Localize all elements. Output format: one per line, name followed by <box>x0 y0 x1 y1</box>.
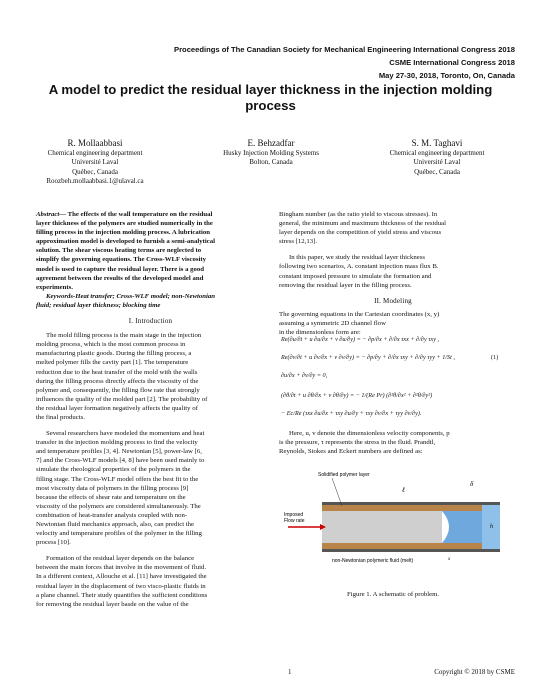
solidified-layer-bottom <box>322 543 482 549</box>
text-line: Formation of the residual layer depends on the balance <box>46 555 195 563</box>
text-line: Here, u, v denote the dimensionless velocity components, p <box>289 430 450 437</box>
text-line: In this paper, we study the residual layer thickness <box>289 254 426 262</box>
text-line: The governing equations in the Cartesian coordinates (x, y) <box>279 310 440 318</box>
abstract-line: agreement between the results of the developed model and <box>36 274 204 282</box>
bottom-wall <box>322 549 500 552</box>
author-org: Université Laval <box>71 158 119 167</box>
paper-title <box>40 82 501 114</box>
section-heading-introduction: I. Introduction <box>128 317 173 326</box>
text-line: for removing the residual layer basde on the value of the <box>36 600 189 608</box>
text-line: most viscosity data of polymers in the filling process [9] <box>36 484 189 492</box>
conference-line-1: Proceedings of The Canadian Society for Mechanical Engineering International Congress 2018 <box>174 45 515 54</box>
intro-paragraph-2-body <box>36 438 265 547</box>
intro-paragraph-3 <box>36 554 265 563</box>
text-line: during the filling process directly affects the viscosity of the <box>36 377 199 385</box>
author-email: Roozbeh.mollaabbasi.1@ulaval.ca <box>46 176 144 185</box>
text-line: a plane channel. Their study quantifies the sufficient conditions <box>36 591 208 599</box>
keywords-cont: fluid; residual layer thickness; blocking time <box>36 301 161 309</box>
abstract-line: The effects of the wall temperature on the residual <box>66 211 213 218</box>
figure-caption: Figure 1. A schematic of problem. <box>346 591 440 598</box>
author-dept: Husky Injection Molding Systems <box>223 149 319 157</box>
text-line: In a different context, Allouche et al. [11] have investigated the <box>36 573 207 581</box>
page-number: 1 <box>288 668 292 676</box>
text-line: removing the residual layer in the filling process. <box>279 281 412 289</box>
keywords-line: Keywords-Heat transfer; Cross-WLF model; non-Newtonian <box>46 292 216 300</box>
text-line: The mold filling process is the main stage in the injection <box>46 332 202 340</box>
figure-schematic <box>284 462 506 580</box>
text-line: simulate the rheological properties of the polymers in the <box>36 466 191 474</box>
text-line: stress [12,13]. <box>279 238 318 246</box>
author-org: Bolton, Canada <box>249 158 293 167</box>
text-line: filling stage. The Cross-WLF model offers the best fit to the <box>36 475 199 483</box>
abstract-line: experiments. <box>36 283 73 291</box>
text-line: the residual layer formation negatively affects the quality of <box>36 404 198 412</box>
text-line: process [10]. <box>36 539 71 547</box>
text-line: Bingham number (as the ratio yield to viscous stresses). In <box>279 211 438 218</box>
text-line: following two scenarios, A. constant injection mass flux B. <box>279 263 439 271</box>
label-imposed: Imposed <box>284 512 304 518</box>
right-paragraph-1 <box>279 210 507 246</box>
text-line: 7] and the Cross-WLF models [4, 8] have been used mainly to <box>36 457 205 465</box>
text-line: general, the minimum and maximum thickness of the residual <box>279 220 447 228</box>
solidified-layer-top <box>322 505 482 511</box>
text-line: manufacturing plastic goods. During the filling process, a <box>36 350 192 358</box>
right-paragraph-2 <box>279 253 507 289</box>
text-line: between the main forces that involve in the movement of fluid. <box>36 564 207 572</box>
polymer-melt <box>322 511 442 543</box>
label-flowrate: Flow rate <box>284 518 305 524</box>
text-line: combination of heat-transfer analysis coupled with non- <box>36 511 188 519</box>
text-line: melted polymer fills the cavity part [1]. The temperature <box>36 359 189 367</box>
text-line: because the effects of shear rate and temperature on the <box>36 493 186 501</box>
text-line: assuming a symmetric 2D channel flow <box>279 319 387 327</box>
label-delta: δ <box>470 480 474 488</box>
abstract-line: model is used to capture the residual layer. There is a good <box>36 265 205 273</box>
intro-paragraph-2 <box>36 429 265 438</box>
copyright: Copyright © 2018 by CSME <box>434 668 515 676</box>
author-name: S. M. Taghavi <box>411 138 463 148</box>
text-line: transfer in the injection molding process to find the velocity <box>36 439 198 447</box>
author-dept: Chemical engineering department <box>389 149 485 157</box>
label-melt: non-Newtonian polymeric fluid (melt) <box>332 558 414 564</box>
label-l: ℓ <box>402 486 405 494</box>
text-line: and temperature profiles [3, 4]. Newtonian [5], power-law [6, <box>36 448 202 456</box>
conference-line-2: CSME International Congress 2018 <box>389 58 515 67</box>
abstract-line: simplify the governing equations. The Cross-WLF viscosity <box>36 256 206 264</box>
abstract-line: layer thickness of the polymers are studied numerically in the <box>36 220 213 228</box>
label-leader <box>332 478 342 506</box>
conference-line-3: May 27-30, 2018, Toronto, On, Canada <box>378 71 515 80</box>
author-2 <box>196 137 346 168</box>
intro-paragraph-1-body <box>36 340 265 422</box>
text-line: the final products. <box>36 413 85 421</box>
equation-momentum-y: Re(∂v/∂t + u ∂v/∂x + v ∂v/∂y) = − ∂p/∂y + ∂/∂x τxy + ∂/∂y τyy + 1/St , <box>281 354 455 361</box>
left-column <box>36 210 265 609</box>
author-3 <box>362 137 512 177</box>
top-wall <box>322 502 500 505</box>
author-city: Québec, Canada <box>414 167 460 176</box>
author-1 <box>20 137 170 186</box>
abstract-line: approximation model is developed to furnish a semi-analytical <box>36 238 215 246</box>
intro-paragraph-1 <box>36 331 265 340</box>
author-dept: Chemical engineering department <box>47 149 143 157</box>
equation-energy-cont: − Ec/Re (τxx ∂u/∂x + τxy ∂u/∂y + τxy ∂v/∂x + τyy ∂v/∂y). <box>281 410 422 417</box>
text-line: influences the quality of the molded part [2]. The probability of <box>36 395 208 403</box>
text-line: viscosity of the polymers are considered simultaneously. The <box>36 502 201 510</box>
keywords <box>36 292 265 301</box>
text-line: Reynolds, Stokes and Eckert numbers are defined as: <box>279 448 423 456</box>
abstract <box>36 210 265 292</box>
text-line: is the pressure, τ represents the stress in the fluid. Prandtl, <box>279 439 436 447</box>
displaced-region <box>442 511 482 543</box>
text-line: molding process, which is the most common process in <box>36 341 186 349</box>
label-x: x <box>448 557 451 562</box>
text-line: in the dimensionless form are: <box>279 329 361 337</box>
intro-paragraph-3-body <box>36 563 265 608</box>
section-heading-modeling: II. Modeling <box>374 296 412 305</box>
equation-number: (1) <box>491 354 499 361</box>
text-line: constant imposed pressure to simulate the formation and <box>279 272 432 280</box>
text-line: velocity and temperature profiles of the polymer in the filling <box>36 530 202 538</box>
equation-momentum-x: Re(∂u/∂t + u ∂u/∂x + v ∂u/∂y) = − ∂p/∂x + ∂/∂x τxx + ∂/∂y τxy , <box>281 336 440 343</box>
author-name: E. Behzadfar <box>247 138 295 148</box>
text-line: Newtonian fluid mechanics approach, also, can predict the <box>36 521 195 528</box>
abstract-line: filling process in the injection molding process. A lubrication <box>36 229 210 237</box>
label-solidified: Solidified polymer layer <box>318 472 370 478</box>
text-line: Several researchers have modeled the momentum and heat <box>46 430 205 438</box>
modeling-paragraph <box>279 310 507 337</box>
author-city: Québec, Canada <box>72 167 118 176</box>
label-h: h <box>490 524 493 530</box>
text-line: residual layer in the displacement of two visco-plastic fluids in <box>36 582 206 590</box>
text-line: reduction due to the heat transfer of the mold with the walls <box>36 368 198 376</box>
abstract-label: Abstract— <box>36 211 67 218</box>
right-column <box>279 210 507 337</box>
title-line-2: process <box>245 98 296 113</box>
abstract-line: solution. The shear viscous heating terms are neglected to <box>36 247 202 255</box>
after-equation-paragraph <box>279 429 507 456</box>
text-line: polymer and, consequently, the filling flow rate that strongly <box>36 386 200 394</box>
author-name: R. Mollaabbasi <box>67 138 123 148</box>
author-org: Université Laval <box>413 158 461 167</box>
title-line-1: A model to predict the residual layer thickness in the injection molding <box>48 82 493 97</box>
text-line: layer depends on the competition of yield stress and viscous <box>279 229 442 237</box>
equation-energy: (∂θ/∂t + u ∂θ/∂x + v ∂θ/∂y) = − 1/(Re Pr) (∂²θ/∂x² + ∂²θ/∂y²) <box>281 392 433 399</box>
equation-continuity: ∂u/∂x + ∂v/∂y = 0, <box>281 372 328 379</box>
